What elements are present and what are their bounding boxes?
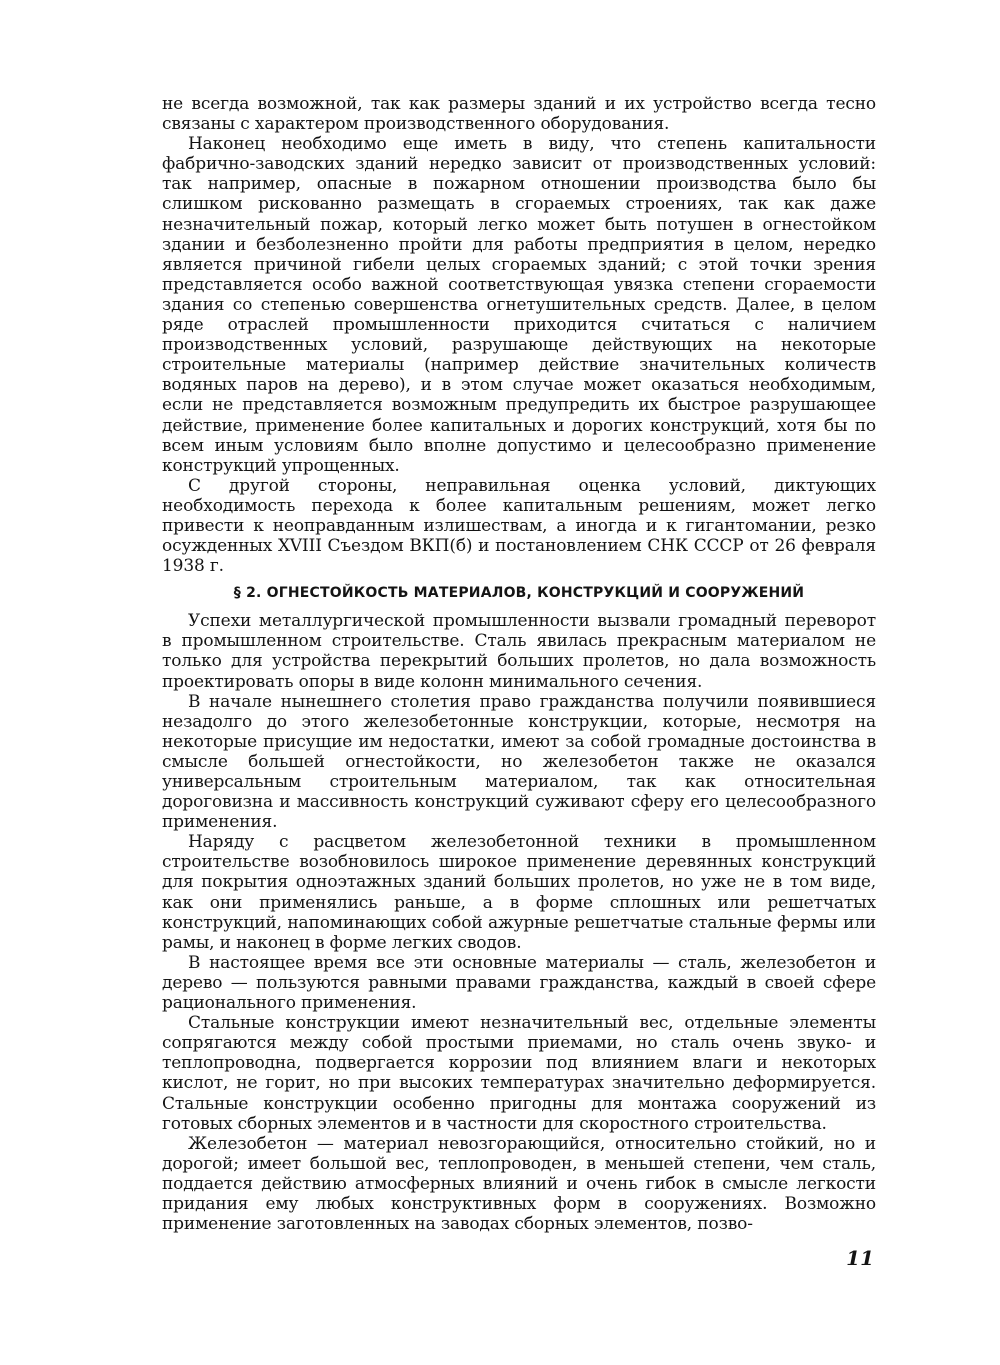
paragraph-wrong-assessment: С другой стороны, неправильная оценка условий, диктующих необходимость перехода к более капитальным решениям, может легко привести к неоправданным излишествам, а иногда и к гигантомании, резко осужденных XVIII Съездом ВКП(б) и постановлением СНК СССР от 26 февраля 1938 г.: [162, 475, 876, 577]
paragraph-steel-structures: Стальные конструкции имеют незначительный вес, отдельные элементы сопрягаются между собой простыми приемами, но сталь очень звуко- и теплопроводна, подвергается коррозии под влиянием влаги и некоторых кислот, не горит, но при высоких температурах значительно деформируется. Стальные конструкции особенно пригодны для монтажа сооружений из готовых сборных элементов и в частности для скоростного строительства.: [162, 1013, 876, 1134]
paragraph-equal-rights: В настоящее время все эти основные материалы — сталь, железобетон и дерево — пользуются равными правами гражданства, каждый в своей сфере рационального применения.: [162, 952, 876, 1014]
paragraph-wooden-structures: Наряду с расцветом железобетонной техники в промышленном строительстве возобновилось широкое применение деревянных конструкций для покрытия одноэтажных зданий больших пролетов, но уже не в том виде, как они применялись раньше, а в форме сплошных или решетчатых конструкций, напоминающих собой ажурные решетчатые стальные фермы или рамы, и наконец в форме легких сводов.: [162, 832, 876, 953]
paragraph-continuation: не всегда возможной, так как размеры зданий и их устройство всегда тесно связаны с характером производственного оборудования.: [162, 94, 876, 135]
paragraph-reinforced-concrete-properties: Железобетон — материал невозгорающийся, относительно стойкий, но и дорогой; имеет большой вес, теплопроводен, в меньшей степени, чем сталь, поддается действию атмосферных влияний и очень гибок в смысле легкости придания ему любых конструктивных форм в сооружениях. Возможно применение заготовленных на заводах сборных элементов, позво-: [162, 1133, 876, 1235]
paragraph-capital-construction: Наконец необходимо еще иметь в виду, что степень капитальности фабрично-заводских зданий нередко зависит от производственных условий: так например, опасные в пожарном отношении производства было бы слишком рискованно размещать в сгораемых строениях, так как даже незначительный пожар, который легко может быть потушен в огнестойком здании и безболезненно пройти для работы предприятия в целом, нередко является причиной гибели целых сгораемых зданий; с этой точки зрения представляется особо важной соответствующая увязка степени сгораемости здания со степенью совершенства огнетушительных средств. Далее, в целом ряде отраслей промышленности приходится считаться с наличием производственных условий, разрушающе действующих на некоторые строительные материалы (например действие значительных количеств водяных паров на дерево), и в этом случае может оказаться необходимым, если не представляется возможным предупредить их быстрое разрушающее действие, применение более капитальных и дорогих конструкций, хотя бы по всем иным условиям было вполне допустимо и целесообразно применение конструкций упрощенных.: [162, 134, 876, 476]
section-heading: § 2. ОГНЕСТОЙКОСТЬ МАТЕРИАЛОВ, КОНСТРУКЦИЙ И СООРУЖЕНИЙ: [233, 585, 805, 602]
paragraph-reinforced-concrete-history: В начале нынешнего столетия право гражданства получили появившиеся незадолго до этого железобетонные конструкции, которые, несмотря на некоторые присущие им недостатки, имеют за собой громадные достоинства в смысле большей огнестойкости, но железобетон также не оказался универсальным строительным материалом, так как относительная дороговизна и массивность конструкций суживают сферу его целесообразного применения.: [162, 691, 876, 833]
page-body: [162, 94, 876, 1234]
paragraph-metallurgy: Успехи металлургической промышленности вызвали громадный переворот в промышленном строительстве. Сталь явилась прекрасным материалом не только для устройства перекрытий больших пролетов, но дала возможность проектировать опоры в виде колонн минимального сечения.: [162, 611, 876, 692]
page-number: 11: [846, 1246, 874, 1270]
